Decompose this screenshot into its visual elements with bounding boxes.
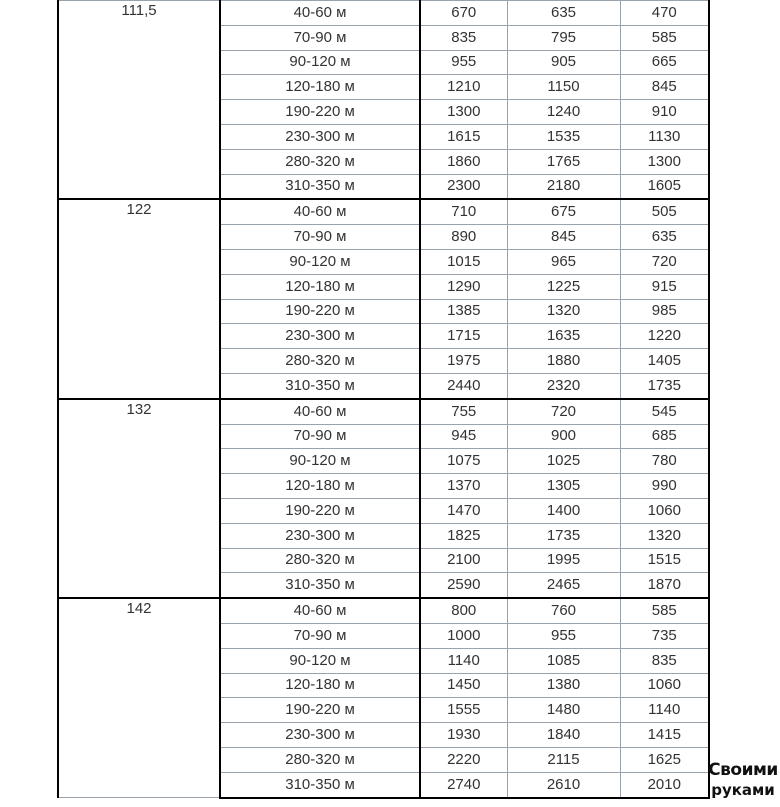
- value-cell: 1060: [620, 498, 709, 523]
- value-cell: 1975: [420, 349, 507, 374]
- length-range-cell: 280-320 м: [220, 349, 420, 374]
- value-cell: 1635: [507, 324, 620, 349]
- value-cell: 2465: [507, 573, 620, 598]
- value-cell: 755: [420, 399, 507, 424]
- value-cell: 905: [507, 50, 620, 75]
- value-cell: 1405: [620, 349, 709, 374]
- value-cell: 2740: [420, 772, 507, 797]
- value-cell: 720: [620, 249, 709, 274]
- value-cell: 910: [620, 100, 709, 125]
- value-cell: 845: [620, 75, 709, 100]
- value-cell: 1225: [507, 274, 620, 299]
- value-cell: 1765: [507, 149, 620, 174]
- value-cell: 780: [620, 449, 709, 474]
- value-cell: 1470: [420, 498, 507, 523]
- value-cell: 1025: [507, 449, 620, 474]
- length-range-cell: 90-120 м: [220, 449, 420, 474]
- length-range-cell: 90-120 м: [220, 50, 420, 75]
- value-cell: 1555: [420, 698, 507, 723]
- value-cell: 545: [620, 399, 709, 424]
- length-range-cell: 90-120 м: [220, 648, 420, 673]
- table-row: [58, 199, 709, 224]
- value-cell: 1415: [620, 723, 709, 748]
- value-cell: 915: [620, 274, 709, 299]
- length-range-cell: 40-60 м: [220, 399, 420, 424]
- value-cell: 1210: [420, 75, 507, 100]
- value-cell: 890: [420, 225, 507, 250]
- value-cell: 585: [620, 598, 709, 623]
- price-table: [57, 0, 710, 799]
- length-range-cell: 280-320 м: [220, 548, 420, 573]
- value-cell: 1320: [507, 299, 620, 324]
- value-cell: 1480: [507, 698, 620, 723]
- value-cell: 955: [420, 50, 507, 75]
- value-cell: 945: [420, 424, 507, 449]
- value-cell: 1140: [620, 698, 709, 723]
- value-cell: 1305: [507, 474, 620, 499]
- length-range-cell: 40-60 м: [220, 598, 420, 623]
- value-cell: 1625: [620, 747, 709, 772]
- value-cell: 1715: [420, 324, 507, 349]
- value-cell: 1995: [507, 548, 620, 573]
- value-cell: 720: [507, 399, 620, 424]
- table-row: [58, 399, 709, 424]
- value-cell: 505: [620, 199, 709, 224]
- value-cell: 635: [620, 225, 709, 250]
- site-logo: [706, 760, 780, 807]
- length-range-cell: 310-350 м: [220, 772, 420, 797]
- value-cell: 900: [507, 424, 620, 449]
- value-cell: 1385: [420, 299, 507, 324]
- value-cell: 1075: [420, 449, 507, 474]
- length-range-cell: 120-180 м: [220, 75, 420, 100]
- value-cell: 1015: [420, 249, 507, 274]
- value-cell: 1320: [620, 523, 709, 548]
- section-value-cell: 111,5: [58, 1, 220, 200]
- table-row: [58, 1, 709, 26]
- value-cell: 665: [620, 50, 709, 75]
- value-cell: 635: [507, 1, 620, 26]
- length-range-cell: 120-180 м: [220, 673, 420, 698]
- value-cell: 1240: [507, 100, 620, 125]
- length-range-cell: 230-300 м: [220, 523, 420, 548]
- length-range-cell: 310-350 м: [220, 373, 420, 398]
- value-cell: 2100: [420, 548, 507, 573]
- value-cell: 990: [620, 474, 709, 499]
- value-cell: 675: [507, 199, 620, 224]
- value-cell: 1370: [420, 474, 507, 499]
- length-range-cell: 230-300 м: [220, 124, 420, 149]
- value-cell: 735: [620, 623, 709, 648]
- value-cell: 2610: [507, 772, 620, 797]
- value-cell: 1220: [620, 324, 709, 349]
- length-range-cell: 120-180 м: [220, 274, 420, 299]
- length-range-cell: 230-300 м: [220, 723, 420, 748]
- length-range-cell: 310-350 м: [220, 174, 420, 199]
- length-range-cell: 190-220 м: [220, 698, 420, 723]
- value-cell: 985: [620, 299, 709, 324]
- length-range-cell: 310-350 м: [220, 573, 420, 598]
- value-cell: 845: [507, 225, 620, 250]
- value-cell: 2590: [420, 573, 507, 598]
- length-range-cell: 70-90 м: [220, 424, 420, 449]
- value-cell: 1825: [420, 523, 507, 548]
- value-cell: 835: [420, 25, 507, 50]
- length-range-cell: 190-220 м: [220, 299, 420, 324]
- value-cell: 1535: [507, 124, 620, 149]
- value-cell: 1515: [620, 548, 709, 573]
- value-cell: 1450: [420, 673, 507, 698]
- section-value-cell: 142: [58, 598, 220, 797]
- value-cell: 470: [620, 1, 709, 26]
- length-range-cell: 190-220 м: [220, 498, 420, 523]
- value-cell: 1870: [620, 573, 709, 598]
- value-cell: 2115: [507, 747, 620, 772]
- logo-line-1: Своими: [708, 760, 778, 780]
- value-cell: 1085: [507, 648, 620, 673]
- value-cell: 1860: [420, 149, 507, 174]
- table-row: [58, 598, 709, 623]
- value-cell: 1735: [620, 373, 709, 398]
- value-cell: 1300: [420, 100, 507, 125]
- value-cell: 1840: [507, 723, 620, 748]
- value-cell: 1060: [620, 673, 709, 698]
- value-cell: 795: [507, 25, 620, 50]
- value-cell: 2440: [420, 373, 507, 398]
- value-cell: 2220: [420, 747, 507, 772]
- value-cell: 1930: [420, 723, 507, 748]
- value-cell: 1150: [507, 75, 620, 100]
- length-range-cell: 280-320 м: [220, 149, 420, 174]
- value-cell: 2300: [420, 174, 507, 199]
- value-cell: 1300: [620, 149, 709, 174]
- value-cell: 1880: [507, 349, 620, 374]
- length-range-cell: 230-300 м: [220, 324, 420, 349]
- value-cell: 1130: [620, 124, 709, 149]
- length-range-cell: 190-220 м: [220, 100, 420, 125]
- length-range-cell: 40-60 м: [220, 1, 420, 26]
- value-cell: 2180: [507, 174, 620, 199]
- value-cell: 1290: [420, 274, 507, 299]
- value-cell: 1605: [620, 174, 709, 199]
- length-range-cell: 40-60 м: [220, 199, 420, 224]
- value-cell: 1615: [420, 124, 507, 149]
- value-cell: 800: [420, 598, 507, 623]
- length-range-cell: 70-90 м: [220, 225, 420, 250]
- value-cell: 955: [507, 623, 620, 648]
- value-cell: 760: [507, 598, 620, 623]
- length-range-cell: 280-320 м: [220, 747, 420, 772]
- section-value-cell: 132: [58, 399, 220, 598]
- length-range-cell: 70-90 м: [220, 25, 420, 50]
- value-cell: 670: [420, 1, 507, 26]
- length-range-cell: 70-90 м: [220, 623, 420, 648]
- value-cell: 2320: [507, 373, 620, 398]
- value-cell: 835: [620, 648, 709, 673]
- section-value-cell: 122: [58, 199, 220, 398]
- value-cell: 685: [620, 424, 709, 449]
- value-cell: 710: [420, 199, 507, 224]
- value-cell: 2010: [620, 772, 709, 797]
- value-cell: 585: [620, 25, 709, 50]
- value-cell: 965: [507, 249, 620, 274]
- value-cell: 1400: [507, 498, 620, 523]
- value-cell: 1735: [507, 523, 620, 548]
- value-cell: 1140: [420, 648, 507, 673]
- logo-line-2: руками: [711, 781, 775, 799]
- length-range-cell: 120-180 м: [220, 474, 420, 499]
- value-cell: 1380: [507, 673, 620, 698]
- value-cell: 1000: [420, 623, 507, 648]
- length-range-cell: 90-120 м: [220, 249, 420, 274]
